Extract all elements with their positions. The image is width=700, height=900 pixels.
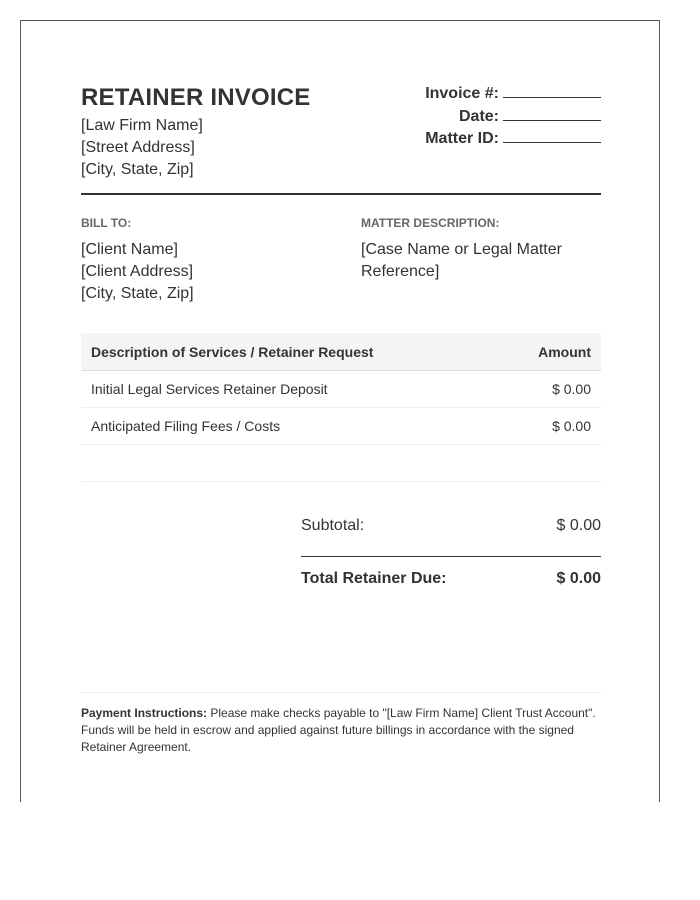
total-due-label: Total Retainer Due:: [301, 570, 447, 587]
table-row: [81, 408, 601, 445]
row-description: Anticipated Filing Fees / Costs: [81, 408, 500, 445]
subtotal-value: $ 0.00: [556, 517, 601, 534]
matter-description-line-2: Reference]: [361, 263, 440, 280]
date-field: [425, 106, 601, 129]
client-name: [Client Name]: [81, 241, 178, 258]
matter-description-line-1: [Case Name or Legal Matter: [361, 241, 562, 258]
client-address: [Client Address]: [81, 263, 194, 280]
table-row-empty: [81, 445, 601, 482]
table-header-row: [81, 333, 601, 371]
description-column-header: Description of Services / Retainer Request: [81, 333, 500, 371]
payment-instructions-text: Please make checks payable to "[Law Firm Name] Client Trust Account". Funds will be held in escrow and applied against future billings in accordance with the signed Retainer Agreement.: [81, 706, 596, 754]
client-city-state-zip: [City, State, Zip]: [81, 285, 194, 302]
payment-instructions: [81, 692, 601, 756]
row-amount: [500, 445, 601, 482]
date-blank: [503, 106, 601, 121]
firm-city-state-zip: [City, State, Zip]: [81, 161, 194, 178]
subtotal-row: [301, 517, 601, 539]
invoice-page: [20, 20, 660, 802]
matter-description-label: MATTER DESCRIPTION:: [361, 216, 500, 230]
payment-instructions-label: Payment Instructions:: [81, 706, 208, 720]
firm-name: [Law Firm Name]: [81, 117, 203, 134]
invoice-header: [81, 83, 601, 195]
matter-description-section: [361, 216, 601, 283]
firm-block: [81, 83, 310, 181]
invoice-meta: [425, 83, 601, 151]
matter-id-blank: [503, 128, 601, 143]
row-amount: $ 0.00: [500, 371, 601, 408]
matter-id-label: Matter ID:: [425, 130, 499, 147]
totals-section: [301, 507, 601, 592]
total-due-value: $ 0.00: [556, 570, 601, 587]
invoice-title: RETAINER INVOICE: [81, 84, 311, 111]
amount-column-header: Amount: [500, 333, 601, 371]
bill-to-label: BILL TO:: [81, 216, 132, 230]
bill-to-section: [81, 216, 341, 305]
table-row: [81, 371, 601, 408]
row-amount: $ 0.00: [500, 408, 601, 445]
total-due-row: [301, 570, 601, 592]
services-table: [81, 333, 601, 482]
row-description: [81, 445, 500, 482]
date-label: Date:: [458, 107, 499, 125]
invoice-number-label: Invoice #:: [425, 85, 499, 102]
header-divider: [81, 193, 601, 195]
totals-divider: [301, 556, 601, 557]
firm-street-address: [Street Address]: [81, 139, 195, 156]
invoice-number-blank: [503, 83, 601, 98]
subtotal-label: Subtotal:: [301, 517, 365, 534]
row-description: Initial Legal Services Retainer Deposit: [81, 371, 500, 408]
matter-id-field: [425, 128, 601, 151]
invoice-number-field: [425, 83, 601, 106]
